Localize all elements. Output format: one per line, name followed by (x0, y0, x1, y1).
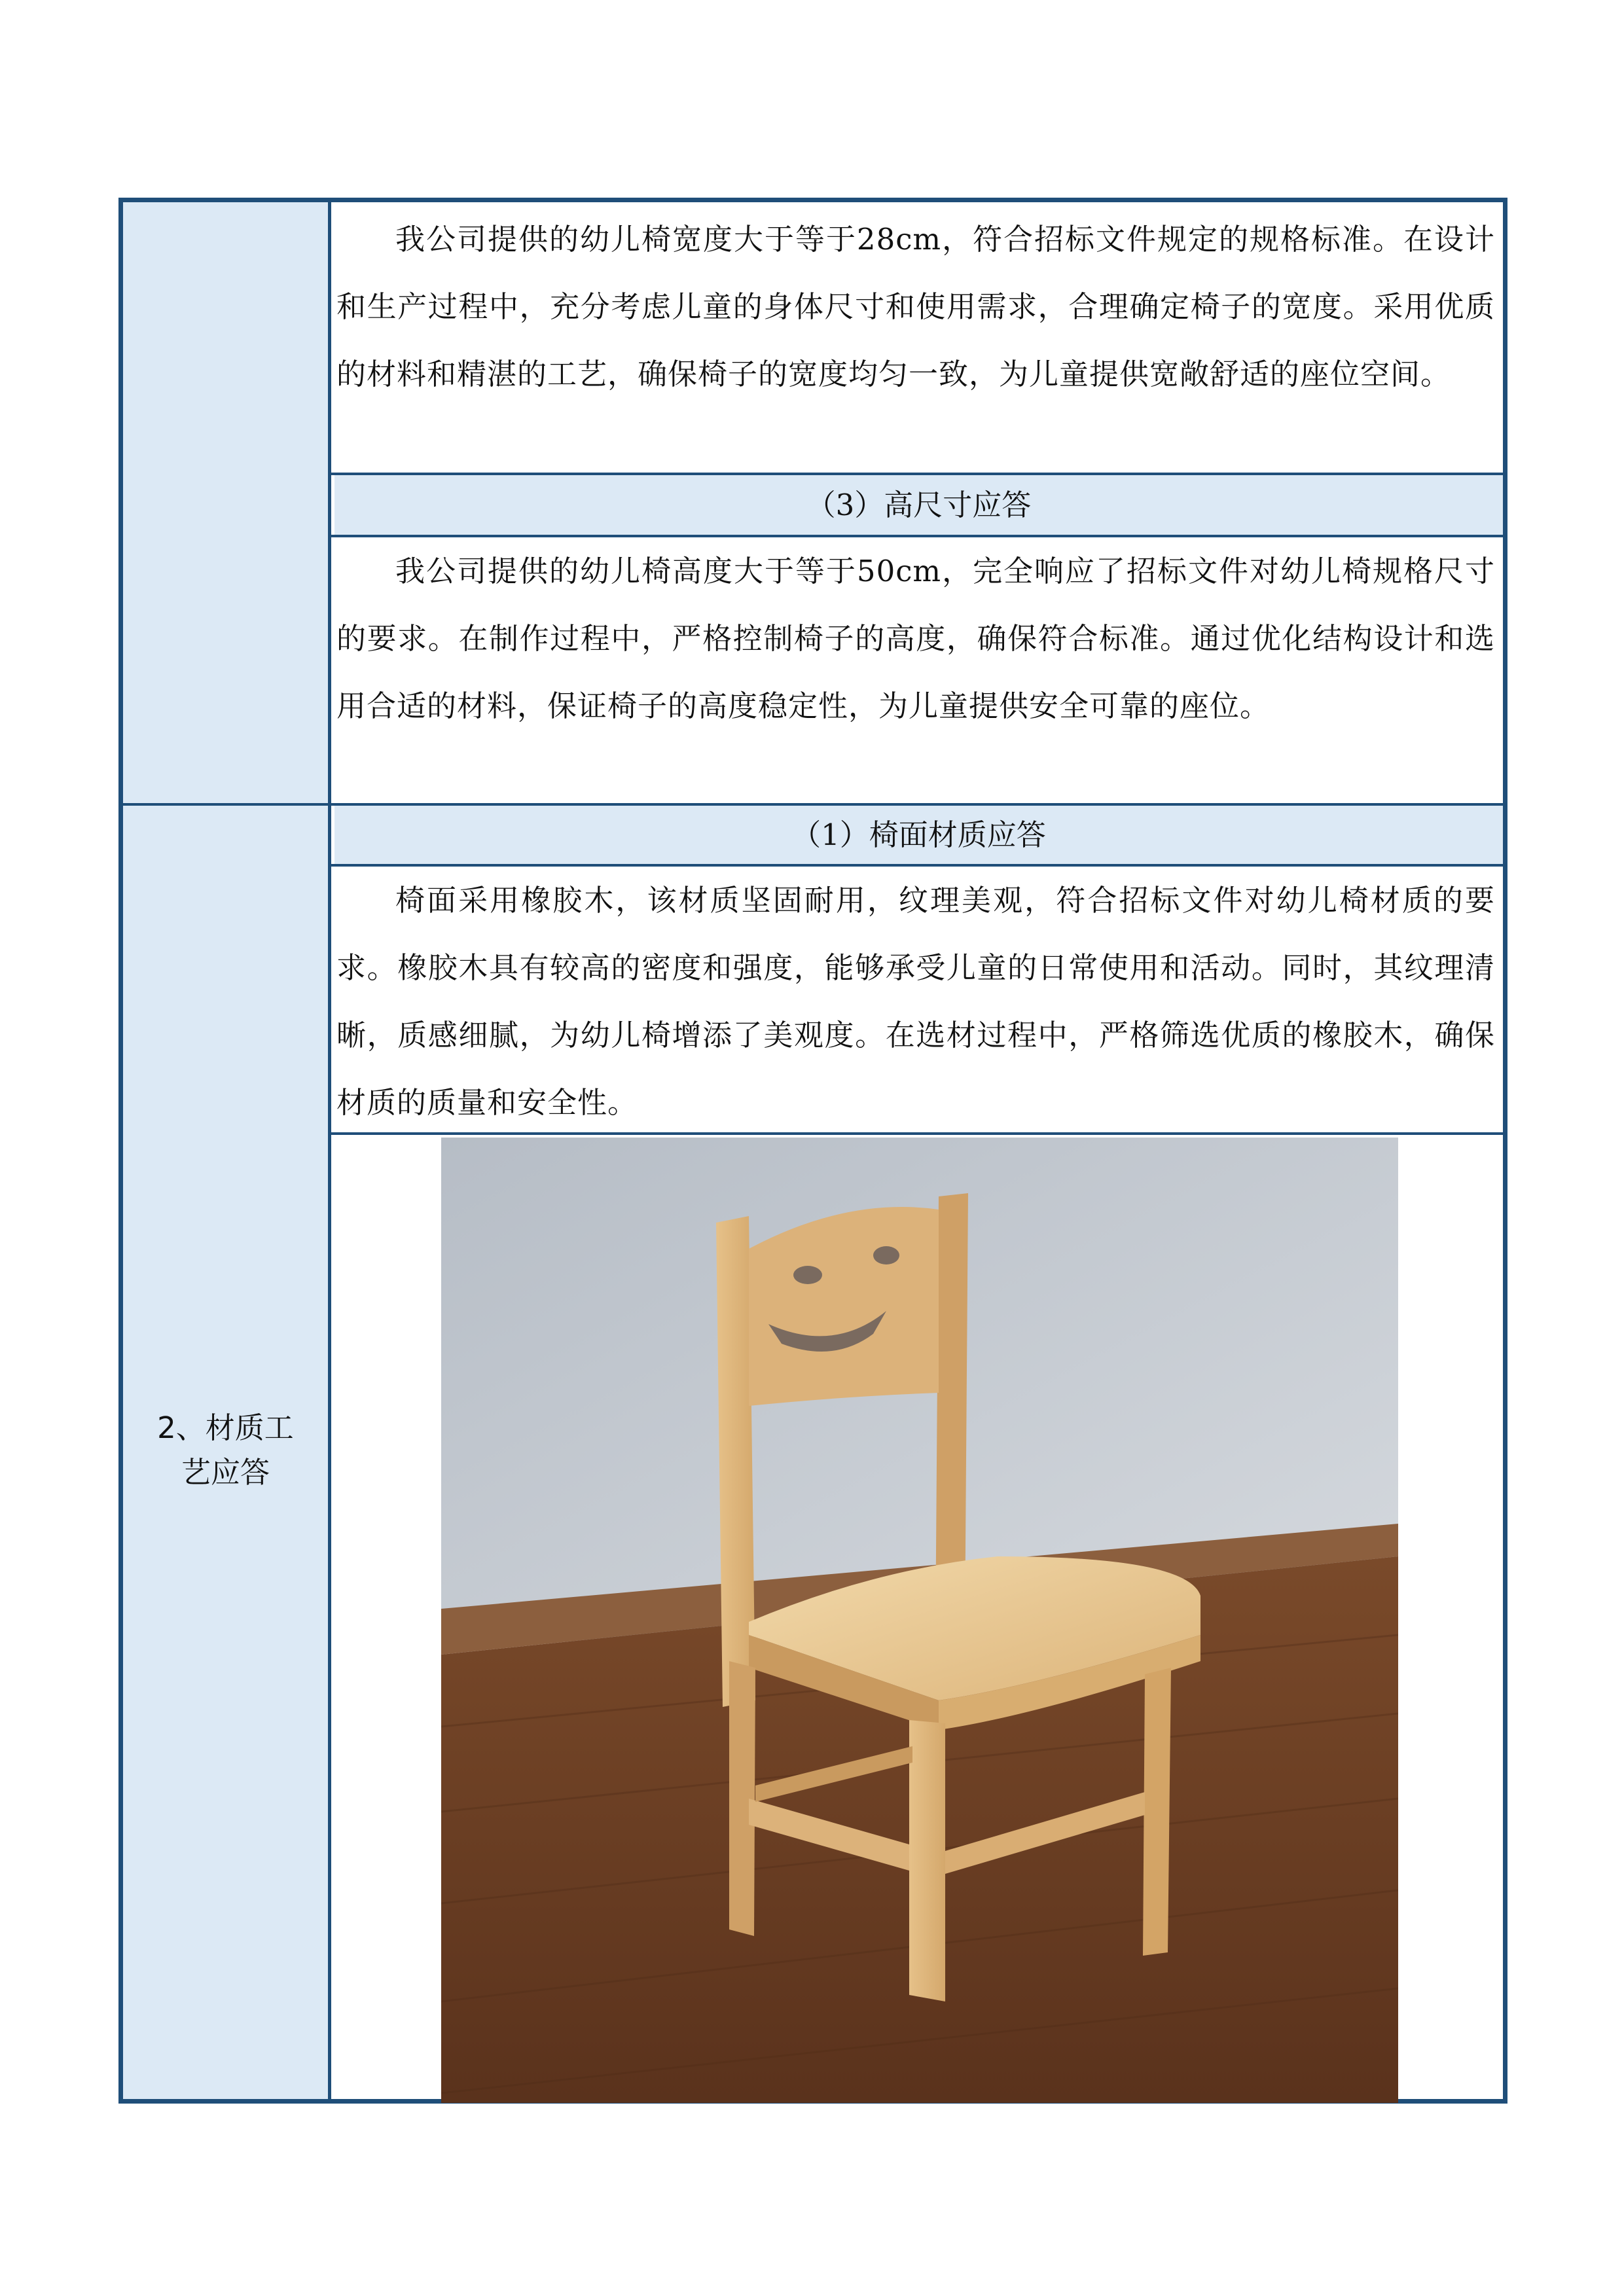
label-column (123, 202, 331, 2099)
material-craft-label (123, 1406, 328, 1495)
seat-material-paragraph: 椅面采用橡胶木，该材质坚固耐用，纹理美观，符合招标文件对幼儿椅材质的要求。橡胶木具有较高的密度和强度，能够承受儿童的日常使用和活动。同时，其纹理清晰，质感细腻，为幼儿椅增添了美观度。在选材过程中，严格筛选优质的橡胶木，确保材质的质量和安全性。 (336, 883, 1495, 1120)
chair-photo (441, 1138, 1398, 2103)
height-heading: （3）高尺寸应答 (334, 475, 1503, 535)
label-line: 2、材质工 (157, 1410, 294, 1445)
spec-table (118, 198, 1507, 2104)
width-paragraph: 我公司提供的幼儿椅宽度大于等于28cm，符合招标文件规定的规格标准。在设计和生产过程中，充分考虑儿童的身体尺寸和使用需求，合理确定椅子的宽度。采用优质的材料和精湛的工艺，确保椅子的宽度均匀一致，为儿童提供宽敞舒适的座位空间。 (336, 222, 1495, 391)
height-paragraph: 我公司提供的幼儿椅高度大于等于50cm，完全响应了招标文件对幼儿椅规格尺寸的要求。在制作过程中，严格控制椅子的高度，确保符合标准。通过优化结构设计和选用合适的材料，保证椅子的高度稳定性，为儿童提供安全可靠的座位。 (336, 554, 1495, 723)
seat-material-heading: （1）椅面材质应答 (334, 806, 1503, 864)
label-line: 艺应答 (181, 1455, 270, 1490)
